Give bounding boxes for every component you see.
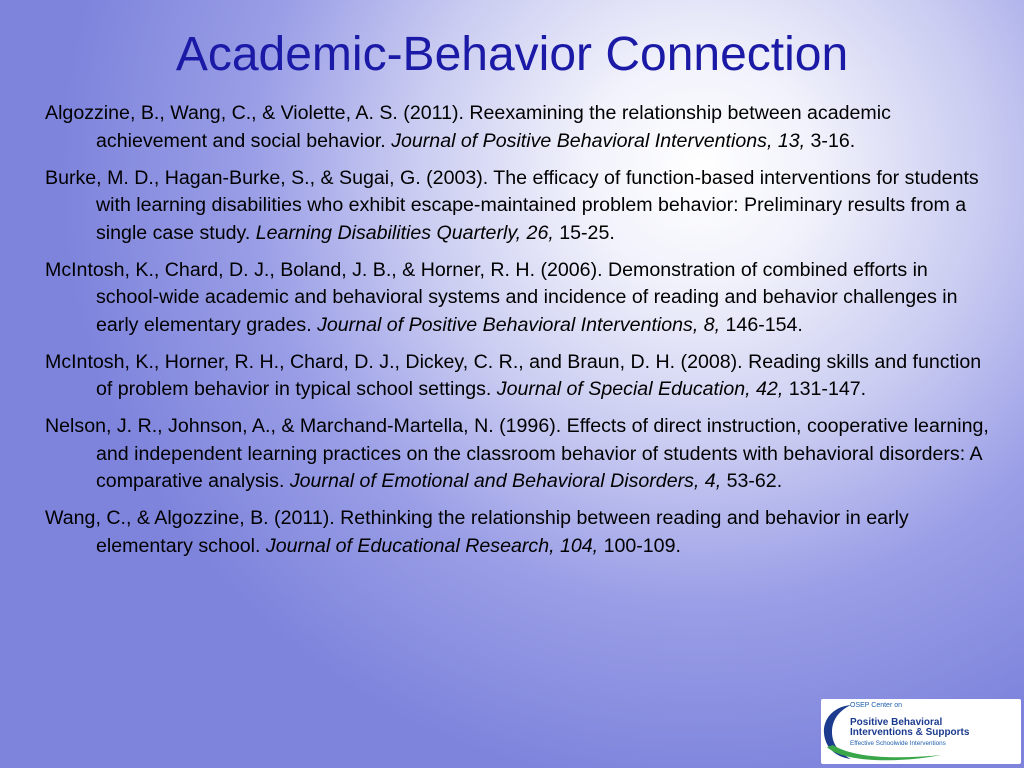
reference-item [45,165,990,248]
reference-pages: 146-154. [720,313,803,336]
reference-pages: 53-62. [721,470,783,492]
reference-text: Wang, C., & Algozzine, B. (2011). Rethinking the relationship between reading and behavior in early elementary school. [45,507,909,557]
reference-text: McIntosh, K., Chard, D. J., Boland, J. B., & Horner, R. H. (2006). Demonstration of combined efforts in school-wide academic and behavioral systems and incidence of reading and behavior challenges in early elementary grades. [45,258,958,336]
reference-item [45,505,990,560]
reference-pages: 3-16. [805,129,856,152]
slide-title: Academic-Behavior Connection [175,28,849,81]
reference-source: Learning Disabilities Quarterly, 26, [255,221,554,244]
reference-source: Journal of Positive Behavioral Interventions, 13, [391,129,806,152]
reference-text: Nelson, J. R., Johnson, A., & Marchand-Martella, N. (1996). Effects of direct instruction, cooperative learning, and independent learning practices on the classroom behavior of students with behavioral disorders: A comparative analysis. [45,415,989,492]
reference-pages: 131-147. [783,378,867,400]
reference-item [45,100,990,155]
reference-text: Algozzine, B., Wang, C., & Violette, A. S. (2011). Reexamining the relationship between academic achievement and social behavior. [45,102,891,152]
reference-item [45,413,990,496]
reference-source: Journal of Positive Behavioral Interventions, 8, [317,313,721,336]
reference-item [45,257,990,340]
reference-source: Journal of Special Education, 42, [496,378,784,400]
logo-tagline: Effective Schoolwide Interventions [850,740,946,747]
reference-pages: 100-109. [598,534,681,557]
logo-name-line1: Positive Behavioral [850,717,943,728]
reference-source: Journal of Emotional and Behavioral Disorders, 4, [289,470,722,492]
reference-source: Journal of Educational Research, 104, [265,534,599,557]
swoosh-green-arc [827,745,941,760]
reference-item [45,349,990,404]
reference-text: Burke, M. D., Hagan-Burke, S., & Sugai, G. (2003). The efficacy of function-based interventions for students with learning disabilities who exhibit escape-maintained problem behavior: Preliminary results from a single case study. [45,166,979,244]
reference-text: McIntosh, K., Horner, R. H., Chard, D. J., Dickey, C. R., and Braun, D. H. (2008). Reading skills and function of problem behavior in typical school settings. [45,350,982,400]
logo-center-label: OSEP Center on [850,702,903,709]
reference-list [45,100,990,570]
reference-pages: 15-25. [553,221,615,244]
logo-name-line2: Interventions & Supports [850,727,970,738]
pbis-logo [821,699,1021,764]
